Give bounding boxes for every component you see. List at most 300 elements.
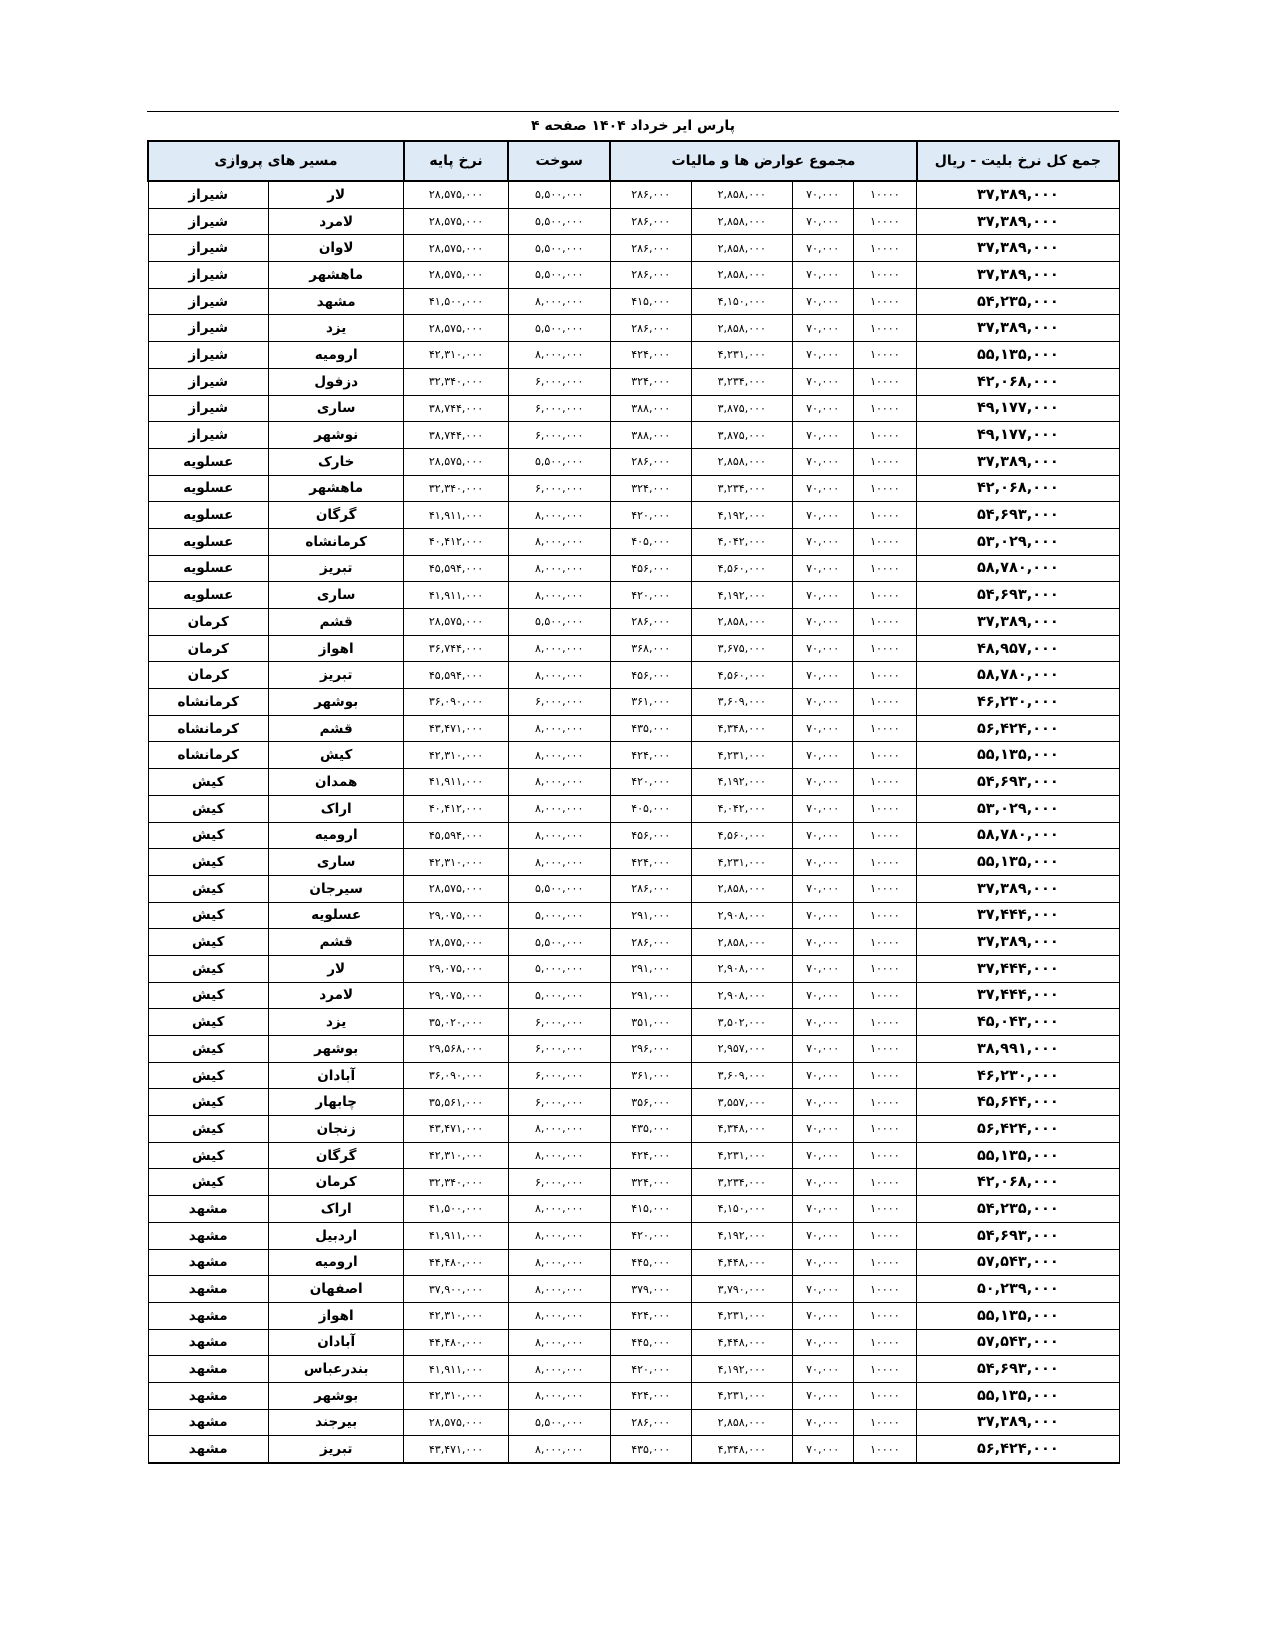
- origin-cell: کیش: [148, 875, 268, 902]
- tax-cell-4: ۲۸۶,۰۰۰: [610, 181, 691, 208]
- tax-cell-2: ۷۰,۰۰۰: [792, 1222, 853, 1249]
- tax-cell-4: ۴۲۴,۰۰۰: [610, 1382, 691, 1409]
- fuel-cell: ۸,۰۰۰,۰۰۰: [508, 555, 610, 582]
- origin-cell: کیش: [148, 1089, 268, 1116]
- tax-cell-3: ۴,۰۴۲,۰۰۰: [691, 528, 792, 555]
- destination-cell: بندرعباس: [268, 1356, 404, 1383]
- tax-cell-2: ۷۰,۰۰۰: [792, 1169, 853, 1196]
- tax-cell-2: ۷۰,۰۰۰: [792, 795, 853, 822]
- header-taxes: مجموع عوارض ها و مالیات: [610, 141, 916, 181]
- tax-cell-3: ۴,۲۳۱,۰۰۰: [691, 1382, 792, 1409]
- tax-cell-3: ۳,۸۷۵,۰۰۰: [691, 395, 792, 422]
- tax-cell-1: ۱۰۰۰۰: [853, 475, 917, 502]
- tax-cell-3: ۳,۶۰۹,۰۰۰: [691, 689, 792, 716]
- destination-cell: آبادان: [268, 1329, 404, 1356]
- tax-cell-1: ۱۰۰۰۰: [853, 902, 917, 929]
- total-fare-cell: ۳۷,۳۸۹,۰۰۰: [917, 235, 1119, 262]
- tax-cell-2: ۷۰,۰۰۰: [792, 929, 853, 956]
- base-fare-cell: ۳۲,۳۴۰,۰۰۰: [404, 1169, 508, 1196]
- origin-cell: شیراز: [148, 235, 268, 262]
- base-fare-cell: ۴۴,۴۸۰,۰۰۰: [404, 1249, 508, 1276]
- base-fare-cell: ۴۲,۳۱۰,۰۰۰: [404, 849, 508, 876]
- tax-cell-4: ۴۲۴,۰۰۰: [610, 849, 691, 876]
- table-row: [148, 395, 1119, 422]
- origin-cell: مشهد: [148, 1436, 268, 1463]
- tax-cell-2: ۷۰,۰۰۰: [792, 635, 853, 662]
- fuel-cell: ۵,۵۰۰,۰۰۰: [508, 315, 610, 342]
- tax-cell-2: ۷۰,۰۰۰: [792, 1089, 853, 1116]
- base-fare-cell: ۳۸,۷۴۴,۰۰۰: [404, 395, 508, 422]
- tax-cell-3: ۲,۸۵۸,۰۰۰: [691, 181, 792, 208]
- total-fare-cell: ۵۴,۶۹۳,۰۰۰: [917, 582, 1119, 609]
- tax-cell-4: ۲۸۶,۰۰۰: [610, 609, 691, 636]
- tax-cell-2: ۷۰,۰۰۰: [792, 689, 853, 716]
- table-row: [148, 822, 1119, 849]
- table-row: [148, 875, 1119, 902]
- table-row: [148, 422, 1119, 449]
- tax-cell-1: ۱۰۰۰۰: [853, 875, 917, 902]
- destination-cell: قشم: [268, 715, 404, 742]
- tax-cell-4: ۲۸۶,۰۰۰: [610, 929, 691, 956]
- fuel-cell: ۸,۰۰۰,۰۰۰: [508, 635, 610, 662]
- destination-cell: لامرد: [268, 982, 404, 1009]
- tax-cell-1: ۱۰۰۰۰: [853, 1276, 917, 1303]
- table-row: [148, 1036, 1119, 1063]
- tax-cell-1: ۱۰۰۰۰: [853, 181, 917, 208]
- destination-cell: عسلویه: [268, 902, 404, 929]
- tax-cell-4: ۴۴۵,۰۰۰: [610, 1329, 691, 1356]
- fuel-cell: ۶,۰۰۰,۰۰۰: [508, 1089, 610, 1116]
- fuel-cell: ۸,۰۰۰,۰۰۰: [508, 1249, 610, 1276]
- destination-cell: کرمان: [268, 1169, 404, 1196]
- tax-cell-3: ۲,۸۵۸,۰۰۰: [691, 1409, 792, 1436]
- table-row: [148, 635, 1119, 662]
- tax-cell-1: ۱۰۰۰۰: [853, 582, 917, 609]
- tax-cell-4: ۳۲۴,۰۰۰: [610, 1169, 691, 1196]
- tax-cell-1: ۱۰۰۰۰: [853, 849, 917, 876]
- destination-cell: لار: [268, 955, 404, 982]
- destination-cell: مشهد: [268, 288, 404, 315]
- tax-cell-2: ۷۰,۰۰۰: [792, 475, 853, 502]
- total-fare-cell: ۴۵,۰۴۳,۰۰۰: [917, 1009, 1119, 1036]
- total-fare-cell: ۵۸,۷۸۰,۰۰۰: [917, 822, 1119, 849]
- total-fare-cell: ۴۸,۹۵۷,۰۰۰: [917, 635, 1119, 662]
- origin-cell: کیش: [148, 902, 268, 929]
- tax-cell-4: ۴۲۰,۰۰۰: [610, 1356, 691, 1383]
- base-fare-cell: ۲۸,۵۷۵,۰۰۰: [404, 181, 508, 208]
- tax-cell-1: ۱۰۰۰۰: [853, 715, 917, 742]
- tax-cell-1: ۱۰۰۰۰: [853, 422, 917, 449]
- tax-cell-3: ۴,۲۳۱,۰۰۰: [691, 1302, 792, 1329]
- tax-cell-3: ۴,۱۹۲,۰۰۰: [691, 502, 792, 529]
- destination-cell: لاوان: [268, 235, 404, 262]
- tax-cell-3: ۳,۶۷۵,۰۰۰: [691, 635, 792, 662]
- tax-cell-1: ۱۰۰۰۰: [853, 1356, 917, 1383]
- fuel-cell: ۸,۰۰۰,۰۰۰: [508, 742, 610, 769]
- destination-cell: گرگان: [268, 502, 404, 529]
- total-fare-cell: ۵۵,۱۳۵,۰۰۰: [917, 1302, 1119, 1329]
- tax-cell-4: ۴۵۶,۰۰۰: [610, 555, 691, 582]
- tax-cell-3: ۴,۱۹۲,۰۰۰: [691, 582, 792, 609]
- base-fare-cell: ۴۲,۳۱۰,۰۰۰: [404, 1382, 508, 1409]
- tax-cell-3: ۴,۱۵۰,۰۰۰: [691, 1196, 792, 1223]
- tax-cell-3: ۲,۹۰۸,۰۰۰: [691, 982, 792, 1009]
- tax-cell-1: ۱۰۰۰۰: [853, 929, 917, 956]
- origin-cell: کیش: [148, 769, 268, 796]
- total-fare-cell: ۵۸,۷۸۰,۰۰۰: [917, 662, 1119, 689]
- tax-cell-1: ۱۰۰۰۰: [853, 689, 917, 716]
- tax-cell-1: ۱۰۰۰۰: [853, 1222, 917, 1249]
- header-route: مسیر های پروازی: [148, 141, 404, 181]
- tax-cell-1: ۱۰۰۰۰: [853, 1196, 917, 1223]
- total-fare-cell: ۳۷,۳۸۹,۰۰۰: [917, 181, 1119, 208]
- origin-cell: کیش: [148, 1142, 268, 1169]
- total-fare-cell: ۵۵,۱۳۵,۰۰۰: [917, 849, 1119, 876]
- tax-cell-3: ۲,۸۵۸,۰۰۰: [691, 235, 792, 262]
- base-fare-cell: ۲۸,۵۷۵,۰۰۰: [404, 262, 508, 289]
- origin-cell: شیراز: [148, 395, 268, 422]
- destination-cell: همدان: [268, 769, 404, 796]
- base-fare-cell: ۲۸,۵۷۵,۰۰۰: [404, 929, 508, 956]
- tax-cell-3: ۴,۱۵۰,۰۰۰: [691, 288, 792, 315]
- tax-cell-4: ۳۲۴,۰۰۰: [610, 368, 691, 395]
- origin-cell: کرمان: [148, 635, 268, 662]
- destination-cell: تبریز: [268, 555, 404, 582]
- origin-cell: شیراز: [148, 422, 268, 449]
- fuel-cell: ۵,۵۰۰,۰۰۰: [508, 875, 610, 902]
- tax-cell-4: ۳۶۱,۰۰۰: [610, 1062, 691, 1089]
- tax-cell-3: ۴,۴۴۸,۰۰۰: [691, 1329, 792, 1356]
- origin-cell: مشهد: [148, 1329, 268, 1356]
- total-fare-cell: ۵۴,۶۹۳,۰۰۰: [917, 1222, 1119, 1249]
- table-row: [148, 929, 1119, 956]
- tax-cell-3: ۳,۵۰۲,۰۰۰: [691, 1009, 792, 1036]
- tax-cell-2: ۷۰,۰۰۰: [792, 1356, 853, 1383]
- table-row: [148, 1329, 1119, 1356]
- tax-cell-3: ۴,۳۴۸,۰۰۰: [691, 1436, 792, 1463]
- tax-cell-1: ۱۰۰۰۰: [853, 448, 917, 475]
- tax-cell-2: ۷۰,۰۰۰: [792, 822, 853, 849]
- base-fare-cell: ۲۸,۵۷۵,۰۰۰: [404, 609, 508, 636]
- fuel-cell: ۶,۰۰۰,۰۰۰: [508, 1062, 610, 1089]
- tax-cell-2: ۷۰,۰۰۰: [792, 1276, 853, 1303]
- table-row: [148, 368, 1119, 395]
- total-fare-cell: ۳۷,۳۸۹,۰۰۰: [917, 262, 1119, 289]
- destination-cell: بیرجند: [268, 1409, 404, 1436]
- tax-cell-1: ۱۰۰۰۰: [853, 1089, 917, 1116]
- fuel-cell: ۵,۵۰۰,۰۰۰: [508, 1409, 610, 1436]
- tax-cell-3: ۴,۱۹۲,۰۰۰: [691, 769, 792, 796]
- table-row: [148, 662, 1119, 689]
- fuel-cell: ۸,۰۰۰,۰۰۰: [508, 502, 610, 529]
- tax-cell-1: ۱۰۰۰۰: [853, 609, 917, 636]
- tax-cell-4: ۲۹۶,۰۰۰: [610, 1036, 691, 1063]
- tax-cell-2: ۷۰,۰۰۰: [792, 1409, 853, 1436]
- origin-cell: عسلویه: [148, 448, 268, 475]
- fuel-cell: ۵,۵۰۰,۰۰۰: [508, 448, 610, 475]
- base-fare-cell: ۳۲,۳۴۰,۰۰۰: [404, 368, 508, 395]
- base-fare-cell: ۴۱,۹۱۱,۰۰۰: [404, 769, 508, 796]
- base-fare-cell: ۴۲,۳۱۰,۰۰۰: [404, 742, 508, 769]
- fuel-cell: ۸,۰۰۰,۰۰۰: [508, 1142, 610, 1169]
- tax-cell-2: ۷۰,۰۰۰: [792, 368, 853, 395]
- tax-cell-2: ۷۰,۰۰۰: [792, 1036, 853, 1063]
- destination-cell: ساری: [268, 849, 404, 876]
- destination-cell: ارومیه: [268, 1249, 404, 1276]
- fuel-cell: ۸,۰۰۰,۰۰۰: [508, 528, 610, 555]
- tax-cell-4: ۲۸۶,۰۰۰: [610, 448, 691, 475]
- tax-cell-3: ۴,۱۹۲,۰۰۰: [691, 1356, 792, 1383]
- fuel-cell: ۶,۰۰۰,۰۰۰: [508, 1036, 610, 1063]
- tax-cell-4: ۳۷۹,۰۰۰: [610, 1276, 691, 1303]
- header-total-fare: جمع کل نرخ بلیت - ریال: [917, 141, 1119, 181]
- tax-cell-1: ۱۰۰۰۰: [853, 1036, 917, 1063]
- tax-cell-2: ۷۰,۰۰۰: [792, 342, 853, 369]
- fuel-cell: ۸,۰۰۰,۰۰۰: [508, 1356, 610, 1383]
- tax-cell-1: ۱۰۰۰۰: [853, 955, 917, 982]
- total-fare-cell: ۵۸,۷۸۰,۰۰۰: [917, 555, 1119, 582]
- base-fare-cell: ۴۲,۳۱۰,۰۰۰: [404, 1142, 508, 1169]
- base-fare-cell: ۴۵,۵۹۴,۰۰۰: [404, 662, 508, 689]
- tax-cell-4: ۴۲۴,۰۰۰: [610, 342, 691, 369]
- origin-cell: مشهد: [148, 1196, 268, 1223]
- tax-cell-2: ۷۰,۰۰۰: [792, 662, 853, 689]
- tax-cell-3: ۲,۸۵۸,۰۰۰: [691, 315, 792, 342]
- tax-cell-4: ۳۸۸,۰۰۰: [610, 395, 691, 422]
- fuel-cell: ۸,۰۰۰,۰۰۰: [508, 1382, 610, 1409]
- table-row: [148, 235, 1119, 262]
- base-fare-cell: ۴۰,۴۱۲,۰۰۰: [404, 528, 508, 555]
- table-row: [148, 448, 1119, 475]
- tax-cell-3: ۲,۸۵۸,۰۰۰: [691, 929, 792, 956]
- tax-cell-4: ۴۱۵,۰۰۰: [610, 288, 691, 315]
- table-row: [148, 528, 1119, 555]
- table-row: [148, 1409, 1119, 1436]
- tax-cell-3: ۲,۸۵۸,۰۰۰: [691, 262, 792, 289]
- destination-cell: بوشهر: [268, 689, 404, 716]
- tax-cell-2: ۷۰,۰۰۰: [792, 448, 853, 475]
- table-row: [148, 315, 1119, 342]
- total-fare-cell: ۴۵,۶۴۴,۰۰۰: [917, 1089, 1119, 1116]
- tax-cell-4: ۴۵۶,۰۰۰: [610, 662, 691, 689]
- destination-cell: قشم: [268, 609, 404, 636]
- tax-cell-1: ۱۰۰۰۰: [853, 1436, 917, 1463]
- fuel-cell: ۵,۵۰۰,۰۰۰: [508, 208, 610, 235]
- tax-cell-2: ۷۰,۰۰۰: [792, 1382, 853, 1409]
- table-row: [148, 1089, 1119, 1116]
- tax-cell-3: ۲,۹۰۸,۰۰۰: [691, 955, 792, 982]
- tax-cell-1: ۱۰۰۰۰: [853, 1009, 917, 1036]
- tax-cell-1: ۱۰۰۰۰: [853, 635, 917, 662]
- origin-cell: کیش: [148, 795, 268, 822]
- tax-cell-2: ۷۰,۰۰۰: [792, 555, 853, 582]
- fuel-cell: ۸,۰۰۰,۰۰۰: [508, 849, 610, 876]
- base-fare-cell: ۲۸,۵۷۵,۰۰۰: [404, 208, 508, 235]
- destination-cell: اهواز: [268, 635, 404, 662]
- table-row: [148, 1142, 1119, 1169]
- tax-cell-3: ۴,۲۳۱,۰۰۰: [691, 1142, 792, 1169]
- destination-cell: یزد: [268, 315, 404, 342]
- fuel-cell: ۸,۰۰۰,۰۰۰: [508, 288, 610, 315]
- table-row: [148, 1436, 1119, 1463]
- base-fare-cell: ۳۶,۰۹۰,۰۰۰: [404, 1062, 508, 1089]
- total-fare-cell: ۳۷,۴۴۴,۰۰۰: [917, 955, 1119, 982]
- origin-cell: شیراز: [148, 181, 268, 208]
- origin-cell: مشهد: [148, 1409, 268, 1436]
- table-row: [148, 1302, 1119, 1329]
- fuel-cell: ۶,۰۰۰,۰۰۰: [508, 475, 610, 502]
- tax-cell-4: ۴۴۵,۰۰۰: [610, 1249, 691, 1276]
- tax-cell-4: ۴۲۰,۰۰۰: [610, 582, 691, 609]
- base-fare-cell: ۲۹,۰۷۵,۰۰۰: [404, 982, 508, 1009]
- tax-cell-3: ۳,۸۷۵,۰۰۰: [691, 422, 792, 449]
- table-row: [148, 1196, 1119, 1223]
- fuel-cell: ۸,۰۰۰,۰۰۰: [508, 795, 610, 822]
- tax-cell-1: ۱۰۰۰۰: [853, 555, 917, 582]
- table-row: [148, 288, 1119, 315]
- tax-cell-3: ۳,۷۹۰,۰۰۰: [691, 1276, 792, 1303]
- fuel-cell: ۸,۰۰۰,۰۰۰: [508, 715, 610, 742]
- total-fare-cell: ۵۵,۱۳۵,۰۰۰: [917, 742, 1119, 769]
- tax-cell-3: ۴,۲۳۱,۰۰۰: [691, 849, 792, 876]
- table-row: [148, 555, 1119, 582]
- total-fare-cell: ۳۷,۳۸۹,۰۰۰: [917, 875, 1119, 902]
- total-fare-cell: ۵۴,۲۳۵,۰۰۰: [917, 288, 1119, 315]
- fuel-cell: ۶,۰۰۰,۰۰۰: [508, 395, 610, 422]
- tax-cell-4: ۳۸۸,۰۰۰: [610, 422, 691, 449]
- fuel-cell: ۸,۰۰۰,۰۰۰: [508, 1222, 610, 1249]
- base-fare-cell: ۳۵,۰۲۰,۰۰۰: [404, 1009, 508, 1036]
- fuel-cell: ۵,۵۰۰,۰۰۰: [508, 235, 610, 262]
- table-row: [148, 582, 1119, 609]
- base-fare-cell: ۴۱,۹۱۱,۰۰۰: [404, 582, 508, 609]
- total-fare-cell: ۴۹,۱۷۷,۰۰۰: [917, 422, 1119, 449]
- tax-cell-2: ۷۰,۰۰۰: [792, 262, 853, 289]
- tax-cell-3: ۲,۸۵۸,۰۰۰: [691, 448, 792, 475]
- tax-cell-1: ۱۰۰۰۰: [853, 1116, 917, 1143]
- table-row: [148, 1116, 1119, 1143]
- origin-cell: شیراز: [148, 288, 268, 315]
- tax-cell-4: ۳۵۱,۰۰۰: [610, 1009, 691, 1036]
- fuel-cell: ۸,۰۰۰,۰۰۰: [508, 342, 610, 369]
- tax-cell-1: ۱۰۰۰۰: [853, 742, 917, 769]
- total-fare-cell: ۵۵,۱۳۵,۰۰۰: [917, 342, 1119, 369]
- tax-cell-4: ۲۸۶,۰۰۰: [610, 262, 691, 289]
- origin-cell: مشهد: [148, 1356, 268, 1383]
- table-row: [148, 342, 1119, 369]
- fuel-cell: ۵,۵۰۰,۰۰۰: [508, 609, 610, 636]
- tax-cell-2: ۷۰,۰۰۰: [792, 1062, 853, 1089]
- total-fare-cell: ۴۲,۰۶۸,۰۰۰: [917, 475, 1119, 502]
- page-title: پارس ایر خرداد ۱۴۰۴ صفحه ۴: [531, 118, 735, 134]
- total-fare-cell: ۵۴,۲۳۵,۰۰۰: [917, 1196, 1119, 1223]
- destination-cell: ماهشهر: [268, 475, 404, 502]
- tax-cell-4: ۳۶۱,۰۰۰: [610, 689, 691, 716]
- fuel-cell: ۶,۰۰۰,۰۰۰: [508, 689, 610, 716]
- tax-cell-2: ۷۰,۰۰۰: [792, 1142, 853, 1169]
- tax-cell-1: ۱۰۰۰۰: [853, 822, 917, 849]
- tax-cell-4: ۴۲۴,۰۰۰: [610, 1142, 691, 1169]
- total-fare-cell: ۳۷,۳۸۹,۰۰۰: [917, 315, 1119, 342]
- tax-cell-4: ۴۳۵,۰۰۰: [610, 1116, 691, 1143]
- tax-cell-2: ۷۰,۰۰۰: [792, 1116, 853, 1143]
- fuel-cell: ۸,۰۰۰,۰۰۰: [508, 1196, 610, 1223]
- table-row: [148, 1009, 1119, 1036]
- tax-cell-2: ۷۰,۰۰۰: [792, 502, 853, 529]
- base-fare-cell: ۴۳,۴۷۱,۰۰۰: [404, 715, 508, 742]
- origin-cell: شیراز: [148, 368, 268, 395]
- origin-cell: کرمانشاه: [148, 715, 268, 742]
- tax-cell-1: ۱۰۰۰۰: [853, 342, 917, 369]
- tax-cell-2: ۷۰,۰۰۰: [792, 1196, 853, 1223]
- origin-cell: کرمان: [148, 662, 268, 689]
- tax-cell-3: ۳,۲۳۴,۰۰۰: [691, 475, 792, 502]
- destination-cell: آبادان: [268, 1062, 404, 1089]
- tax-cell-3: ۲,۸۵۸,۰۰۰: [691, 609, 792, 636]
- base-fare-cell: ۳۸,۷۴۴,۰۰۰: [404, 422, 508, 449]
- tax-cell-1: ۱۰۰۰۰: [853, 1409, 917, 1436]
- tax-cell-1: ۱۰۰۰۰: [853, 368, 917, 395]
- tax-cell-3: ۴,۵۶۰,۰۰۰: [691, 555, 792, 582]
- tax-cell-3: ۳,۶۰۹,۰۰۰: [691, 1062, 792, 1089]
- tax-cell-3: ۲,۹۰۸,۰۰۰: [691, 902, 792, 929]
- origin-cell: شیراز: [148, 342, 268, 369]
- table-row: [148, 742, 1119, 769]
- tax-cell-1: ۱۰۰۰۰: [853, 315, 917, 342]
- header-fuel: سوخت: [508, 141, 610, 181]
- fuel-cell: ۸,۰۰۰,۰۰۰: [508, 582, 610, 609]
- tax-cell-3: ۲,۹۵۷,۰۰۰: [691, 1036, 792, 1063]
- tax-cell-3: ۳,۵۵۷,۰۰۰: [691, 1089, 792, 1116]
- total-fare-cell: ۵۶,۴۲۴,۰۰۰: [917, 715, 1119, 742]
- table-row: [148, 262, 1119, 289]
- total-fare-cell: ۳۷,۳۸۹,۰۰۰: [917, 208, 1119, 235]
- origin-cell: کیش: [148, 1062, 268, 1089]
- origin-cell: کیش: [148, 1036, 268, 1063]
- tax-cell-1: ۱۰۰۰۰: [853, 662, 917, 689]
- tax-cell-4: ۲۸۶,۰۰۰: [610, 315, 691, 342]
- table-row: [148, 1249, 1119, 1276]
- origin-cell: شیراز: [148, 208, 268, 235]
- total-fare-cell: ۵۳,۰۲۹,۰۰۰: [917, 795, 1119, 822]
- tax-cell-4: ۴۲۰,۰۰۰: [610, 769, 691, 796]
- total-fare-cell: ۳۷,۴۴۴,۰۰۰: [917, 902, 1119, 929]
- tax-cell-4: ۴۰۵,۰۰۰: [610, 528, 691, 555]
- base-fare-cell: ۴۵,۵۹۴,۰۰۰: [404, 822, 508, 849]
- tax-cell-3: ۴,۵۶۰,۰۰۰: [691, 662, 792, 689]
- destination-cell: سیرجان: [268, 875, 404, 902]
- destination-cell: ارومیه: [268, 822, 404, 849]
- base-fare-cell: ۳۷,۹۰۰,۰۰۰: [404, 1276, 508, 1303]
- destination-cell: تبریز: [268, 662, 404, 689]
- tax-cell-1: ۱۰۰۰۰: [853, 528, 917, 555]
- destination-cell: اراک: [268, 1196, 404, 1223]
- base-fare-cell: ۲۸,۵۷۵,۰۰۰: [404, 448, 508, 475]
- total-fare-cell: ۳۸,۹۹۱,۰۰۰: [917, 1036, 1119, 1063]
- tax-cell-4: ۴۳۵,۰۰۰: [610, 715, 691, 742]
- total-fare-cell: ۵۴,۶۹۳,۰۰۰: [917, 769, 1119, 796]
- destination-cell: ساری: [268, 395, 404, 422]
- tax-cell-1: ۱۰۰۰۰: [853, 795, 917, 822]
- tax-cell-2: ۷۰,۰۰۰: [792, 1436, 853, 1463]
- tax-cell-4: ۴۲۰,۰۰۰: [610, 1222, 691, 1249]
- tax-cell-4: ۲۸۶,۰۰۰: [610, 208, 691, 235]
- tax-cell-2: ۷۰,۰۰۰: [792, 955, 853, 982]
- tax-cell-4: ۲۸۶,۰۰۰: [610, 875, 691, 902]
- header-base-fare: نرخ پایه: [404, 141, 508, 181]
- origin-cell: مشهد: [148, 1302, 268, 1329]
- table-row: [148, 982, 1119, 1009]
